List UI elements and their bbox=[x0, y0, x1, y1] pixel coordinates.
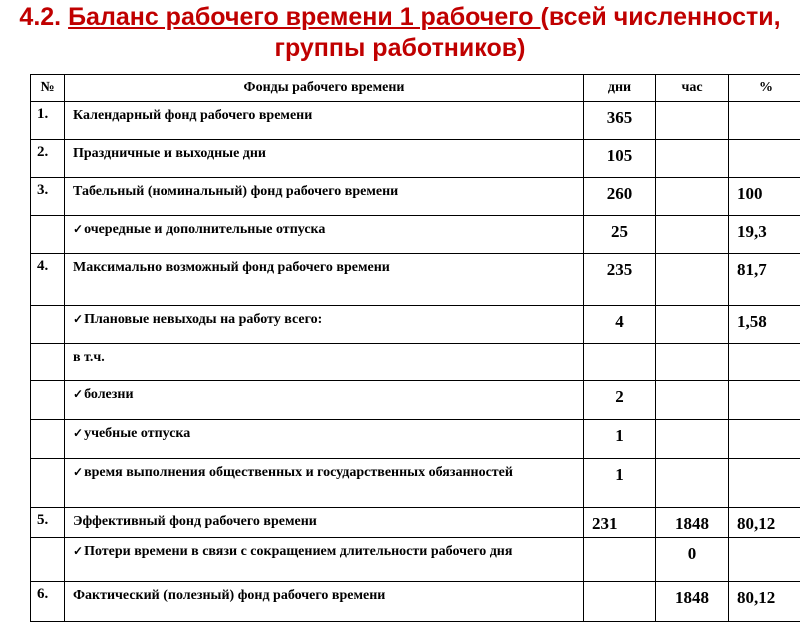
fund-name-cell bbox=[65, 420, 584, 459]
header-hours: час bbox=[656, 75, 729, 102]
hours-value bbox=[656, 344, 729, 381]
days-value: 1 bbox=[584, 459, 656, 508]
row-number bbox=[31, 538, 65, 582]
percent-value: 80,12 bbox=[729, 508, 800, 538]
fund-name: время выполнения общественных и государственных обязанностей bbox=[84, 465, 513, 480]
table-row bbox=[31, 459, 800, 508]
hours-value: 1848 bbox=[656, 508, 729, 538]
table-row bbox=[31, 381, 800, 420]
header-days: дни bbox=[584, 75, 656, 102]
fund-name: Эффективный фонд рабочего времени bbox=[73, 514, 317, 529]
hours-value bbox=[656, 254, 729, 306]
row-number bbox=[31, 381, 65, 420]
percent-value: 1,58 bbox=[729, 306, 800, 344]
percent-value bbox=[729, 538, 800, 582]
fund-name: Календарный фонд рабочего времени bbox=[73, 108, 312, 123]
row-number bbox=[31, 344, 65, 381]
fund-name: Максимально возможный фонд рабочего времени bbox=[73, 260, 390, 275]
percent-value bbox=[729, 140, 800, 178]
fund-name: Плановые невыходы на работу всего: bbox=[84, 312, 322, 327]
header-num: № bbox=[31, 75, 65, 102]
checkmark-icon: ✓ bbox=[73, 544, 83, 558]
table-row bbox=[31, 508, 800, 538]
table-row bbox=[31, 216, 800, 254]
title-prefix: 4.2. bbox=[19, 3, 68, 31]
fund-name: очередные и дополнительные отпуска bbox=[84, 222, 325, 237]
fund-name: Потери времени в связи с сокращением длительности рабочего дня bbox=[84, 544, 512, 559]
percent-value bbox=[729, 459, 800, 508]
percent-value: 80,12 bbox=[729, 582, 800, 622]
table-row bbox=[31, 178, 800, 216]
checkmark-icon: ✓ bbox=[73, 312, 83, 326]
checkmark-icon: ✓ bbox=[73, 222, 83, 236]
row-number: 3. bbox=[31, 178, 65, 216]
hours-value: 0 bbox=[656, 538, 729, 582]
table-row bbox=[31, 582, 800, 622]
percent-value: 81,7 bbox=[729, 254, 800, 306]
percent-value bbox=[729, 102, 800, 140]
checkmark-icon: ✓ bbox=[73, 465, 83, 479]
fund-name-cell bbox=[65, 381, 584, 420]
hours-value bbox=[656, 420, 729, 459]
hours-value bbox=[656, 140, 729, 178]
percent-value bbox=[729, 420, 800, 459]
days-value: 2 bbox=[584, 381, 656, 420]
hours-value: 1848 bbox=[656, 582, 729, 622]
hours-value bbox=[656, 459, 729, 508]
percent-value bbox=[729, 344, 800, 381]
days-value: 365 bbox=[584, 102, 656, 140]
fund-name: Табельный (номинальный) фонд рабочего времени bbox=[73, 184, 398, 199]
hours-value bbox=[656, 381, 729, 420]
table-row bbox=[31, 344, 800, 381]
percent-value: 100 bbox=[729, 178, 800, 216]
fund-name-cell bbox=[65, 254, 584, 306]
hours-value bbox=[656, 102, 729, 140]
row-number bbox=[31, 420, 65, 459]
fund-name-cell bbox=[65, 344, 584, 381]
fund-name: болезни bbox=[84, 387, 133, 402]
fund-name-cell bbox=[65, 538, 584, 582]
row-number: 6. bbox=[31, 582, 65, 622]
fund-name-cell bbox=[65, 508, 584, 538]
days-value bbox=[584, 582, 656, 622]
checkmark-icon: ✓ bbox=[73, 426, 83, 440]
fund-name-cell bbox=[65, 582, 584, 622]
hours-value bbox=[656, 178, 729, 216]
title-rest: (всей численности, группы работников) bbox=[275, 3, 781, 62]
table-row bbox=[31, 306, 800, 344]
table-row bbox=[31, 420, 800, 459]
days-value: 25 bbox=[584, 216, 656, 254]
fund-name-cell bbox=[65, 178, 584, 216]
header-percent: % bbox=[729, 75, 800, 102]
row-number: 2. bbox=[31, 140, 65, 178]
table-row bbox=[31, 140, 800, 178]
days-value: 260 bbox=[584, 178, 656, 216]
fund-name: Фактический (полезный) фонд рабочего времени bbox=[73, 588, 385, 603]
hours-value bbox=[656, 216, 729, 254]
days-value: 231 bbox=[584, 508, 656, 538]
title-underlined: Баланс рабочего времени 1 рабочего bbox=[68, 3, 540, 31]
percent-value: 19,3 bbox=[729, 216, 800, 254]
row-number bbox=[31, 306, 65, 344]
table-header-row bbox=[31, 75, 800, 102]
days-value: 105 bbox=[584, 140, 656, 178]
table-row bbox=[31, 538, 800, 582]
table-row bbox=[31, 254, 800, 306]
fund-name-cell bbox=[65, 140, 584, 178]
row-number: 1. bbox=[31, 102, 65, 140]
fund-name-cell bbox=[65, 306, 584, 344]
row-number bbox=[31, 216, 65, 254]
fund-name: в т.ч. bbox=[73, 350, 105, 365]
page-title bbox=[0, 2, 800, 64]
checkmark-icon: ✓ bbox=[73, 387, 83, 401]
hours-value bbox=[656, 306, 729, 344]
days-value bbox=[584, 344, 656, 381]
days-value: 1 bbox=[584, 420, 656, 459]
work-time-balance-table bbox=[30, 74, 800, 622]
row-number: 5. bbox=[31, 508, 65, 538]
table-row bbox=[31, 102, 800, 140]
fund-name-cell bbox=[65, 216, 584, 254]
fund-name-cell bbox=[65, 459, 584, 508]
days-value: 4 bbox=[584, 306, 656, 344]
days-value: 235 bbox=[584, 254, 656, 306]
percent-value bbox=[729, 381, 800, 420]
row-number bbox=[31, 459, 65, 508]
fund-name: учебные отпуска bbox=[84, 426, 190, 441]
header-fund: Фонды рабочего времени bbox=[65, 75, 584, 102]
fund-name: Праздничные и выходные дни bbox=[73, 146, 266, 161]
row-number: 4. bbox=[31, 254, 65, 306]
fund-name-cell bbox=[65, 102, 584, 140]
days-value bbox=[584, 538, 656, 582]
